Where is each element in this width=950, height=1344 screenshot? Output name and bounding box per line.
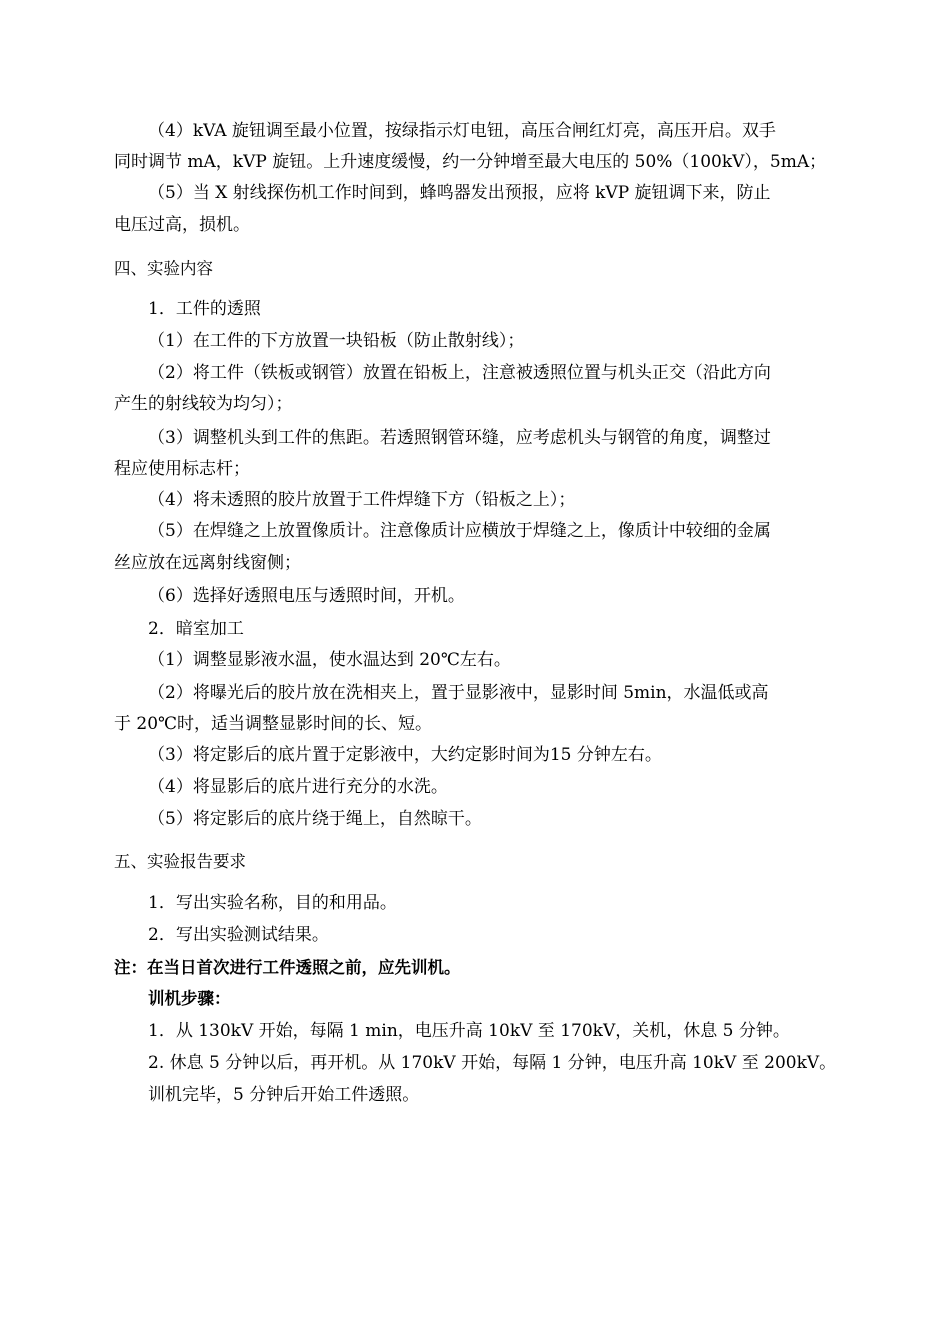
- note-heading: 注：在当日首次进行工件透照之前，应先训机。: [114, 958, 461, 977]
- text-line: （4）将显影后的底片进行充分的水洗。: [148, 777, 448, 797]
- text-line: 于 20℃时，适当调整显影时间的长、短。: [114, 714, 433, 734]
- text-line: （3）将定影后的底片置于定影液中，大约定影时间为15 分钟左右。: [148, 745, 662, 765]
- text-line: （6）选择好透照电压与透照时间，开机。: [148, 586, 465, 606]
- section-heading: 五、实验报告要求: [114, 852, 246, 871]
- subsection-heading: 1．工件的透照: [148, 299, 261, 319]
- text-line: （2）将工件（铁板或钢管）放置在铅板上，注意被透照位置与机头正交（沿此方向: [148, 363, 771, 383]
- note-subheading: 训机步骤：: [148, 989, 231, 1008]
- text-line: （5）将定影后的底片绕于绳上，自然晾干。: [148, 809, 482, 829]
- text-line: 1．从 130kV 开始，每隔 1 min，电压升高 10kV 至 170kV，关机，休息 5 分钟。: [148, 1021, 790, 1041]
- text-line: 丝应放在远离射线窗侧；: [114, 553, 301, 573]
- text-line: 电压过高，损机。: [114, 215, 250, 235]
- text-line: （1）在工件的下方放置一块铅板（防止散射线）；: [148, 331, 525, 351]
- text-line: （5）在焊缝之上放置像质计。注意像质计应横放于焊缝之上，像质计中较细的金属: [148, 521, 771, 541]
- text-line: （4）kVA 旋钮调至最小位置，按绿指示灯电钮，高压合闸红灯亮，高压开启。双手: [148, 121, 776, 141]
- text-line: 2. 休息 5 分钟以后，再开机。从 170kV 开始，每隔 1 分钟，电压升高 10kV 至 200kV。: [148, 1053, 837, 1073]
- section-heading: 四、实验内容: [114, 259, 213, 278]
- text-line: 2．写出实验测试结果。: [148, 925, 329, 945]
- text-line: （1）调整显影液水温，使水温达到 20℃左右。: [148, 650, 511, 670]
- text-line: 程应使用标志杆；: [114, 459, 250, 479]
- text-line: 产生的射线较为均匀）；: [114, 394, 293, 414]
- text-line: （4）将未透照的胶片放置于工件焊缝下方（铅板之上）；: [148, 490, 576, 510]
- text-line: 训机完毕，5 分钟后开始工件透照。: [148, 1085, 420, 1105]
- subsection-heading: 2．暗室加工: [148, 619, 244, 639]
- text-line: 1．写出实验名称，目的和用品。: [148, 893, 397, 913]
- text-line: （2）将曝光后的胶片放在洗相夹上，置于显影液中，显影时间 5min，水温低或高: [148, 683, 769, 703]
- text-line: 同时调节 mA，kVP 旋钮。上升速度缓慢，约一分钟增至最大电压的 50%（100kV），5mA；: [114, 152, 827, 172]
- text-line: （3）调整机头到工件的焦距。若透照钢管环缝，应考虑机头与钢管的角度，调整过: [148, 428, 771, 448]
- text-line: （5）当 X 射线探伤机工作时间到，蜂鸣器发出预报，应将 kVP 旋钮调下来，防止: [148, 183, 771, 203]
